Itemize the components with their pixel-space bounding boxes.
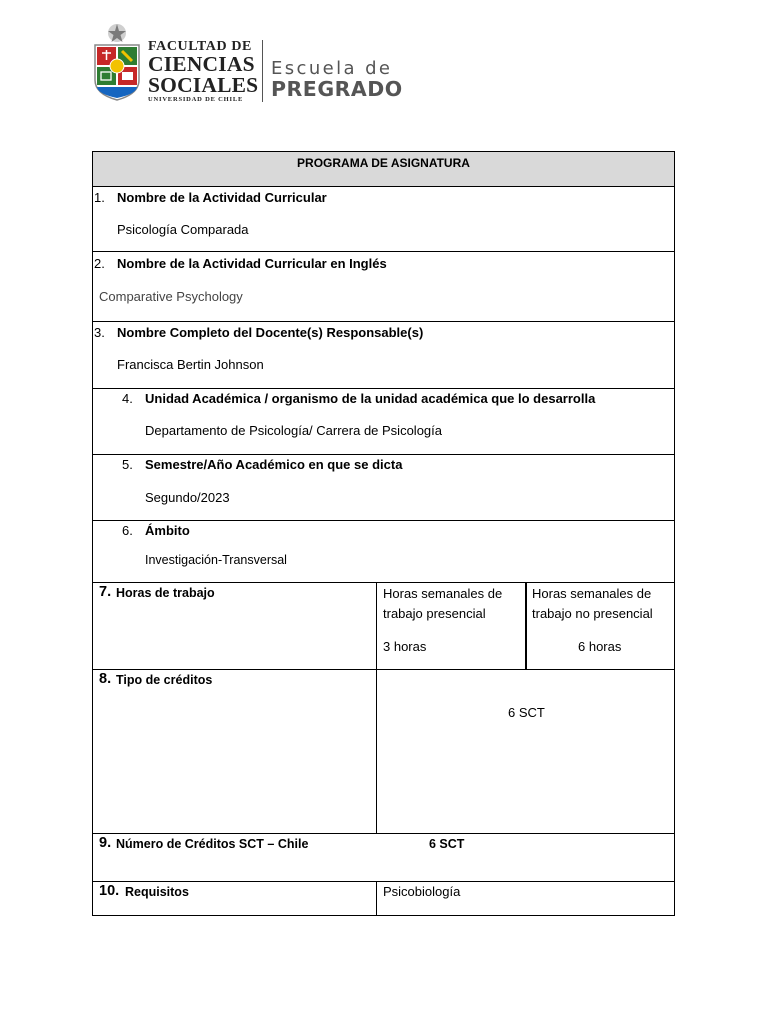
row-number: 9. <box>99 835 112 851</box>
row-nombre-actividad <box>93 186 674 251</box>
row-value: Psicología Comparada <box>117 222 249 237</box>
program-form-table <box>92 151 675 916</box>
row-value: Segundo/2023 <box>145 490 230 505</box>
row-label: Horas de trabajo <box>116 586 215 600</box>
row-number: 1. <box>94 190 105 205</box>
row-label: Nombre de la Actividad Curricular en Inglés <box>117 256 387 271</box>
row-value: Francisca Bertin Johnson <box>117 357 264 372</box>
faculty-logo <box>92 20 422 104</box>
row-label: Ámbito <box>145 523 190 538</box>
row-tipo-creditos <box>93 669 674 833</box>
university-name: UNIVERSIDAD DE CHILE <box>148 96 244 103</box>
cell-divider <box>376 882 377 915</box>
faculty-name <box>148 40 258 104</box>
row-semestre <box>93 454 674 520</box>
row-label: Semestre/Año Académico en que se dicta <box>145 457 403 472</box>
row-number: 6. <box>122 523 133 538</box>
row-number: 4. <box>122 391 133 406</box>
row-number: 3. <box>94 325 105 340</box>
row-value: 6 SCT <box>508 705 545 720</box>
pregrado-label: PREGRADO <box>271 77 403 101</box>
form-title: PROGRAMA DE ASIGNATURA <box>297 156 470 170</box>
cell-divider <box>525 583 527 669</box>
escuela-label: Escuela de <box>271 58 393 79</box>
row-requisitos <box>93 881 674 915</box>
row-number: 8. <box>99 671 112 687</box>
row-value: 6 SCT <box>429 837 465 851</box>
row-number: 10. <box>99 883 120 899</box>
row-value: Investigación-Transversal <box>145 553 287 567</box>
cell-divider <box>376 670 377 833</box>
faculty-line-1: FACULTAD DE <box>148 39 252 54</box>
presencial-value: 3 horas <box>383 639 427 654</box>
row-unidad-academica <box>93 388 674 454</box>
row-label: Unidad Académica / organismo de la unidad académica que lo desarrolla <box>145 391 596 406</box>
row-numero-creditos <box>93 833 674 881</box>
no-presencial-header: Horas semanales de trabajo no presencial <box>532 586 653 621</box>
cell-divider <box>376 583 377 669</box>
row-value: Departamento de Psicología/ Carrera de Psicología <box>145 423 442 438</box>
row-docente <box>93 321 674 388</box>
row-ambito <box>93 520 674 582</box>
row-number: 7. <box>99 584 112 600</box>
row-label: Tipo de créditos <box>116 673 213 687</box>
faculty-line-2: CIENCIAS <box>148 52 255 76</box>
row-horas-trabajo <box>93 582 674 669</box>
row-label: Número de Créditos SCT – Chile <box>116 837 309 851</box>
row-number: 5. <box>122 457 133 472</box>
row-label: Nombre Completo del Docente(s) Responsable(s) <box>117 325 424 340</box>
presencial-header: Horas semanales de trabajo presencial <box>383 586 503 621</box>
row-number: 2. <box>94 256 105 271</box>
row-label: Nombre de la Actividad Curricular <box>117 190 327 205</box>
faculty-line-3: SOCIALES <box>148 73 259 97</box>
row-value: Psicobiología <box>383 884 461 899</box>
form-title-row <box>93 152 674 186</box>
university-crest-icon <box>92 20 142 102</box>
no-presencial-value: 6 horas <box>578 639 622 654</box>
row-value: Comparative Psychology <box>99 289 243 304</box>
row-nombre-ingles <box>93 251 674 321</box>
logo-divider <box>262 40 263 102</box>
row-label: Requisitos <box>125 885 189 899</box>
